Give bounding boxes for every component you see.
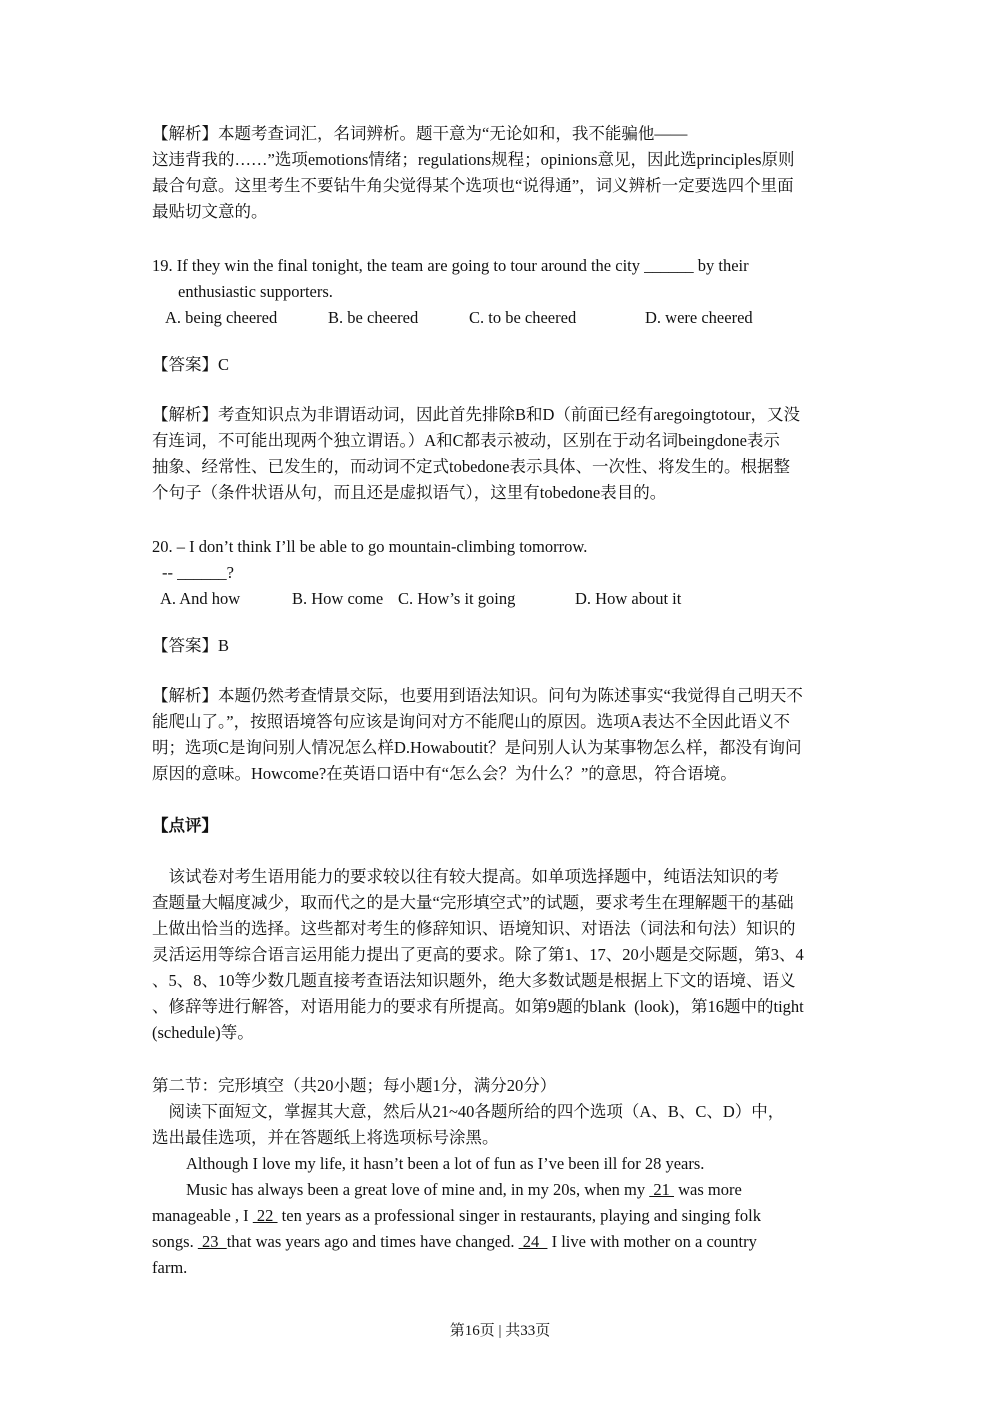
q19-stem-line-1: 19. If they win the final tonight, the team are going to tour around the city ______ by their xyxy=(152,256,749,275)
comment-line-6: 、修辞等进行解答，对语用能力的要求有所提高。如第9题的blank (look)，第16题中的tight xyxy=(152,997,804,1016)
q20-analysis-line-2: 能爬山了。”，按照语境答句应该是询问对方不能爬山的原因。选项A表达不全因此语义不 xyxy=(152,712,790,731)
passage-line-1: Although I love my life, it hasn’t been a lot of fun as I’ve been ill for 28 years. xyxy=(186,1154,705,1173)
passage-line-3 xyxy=(152,1203,761,1229)
q19-option-b: B. be cheered xyxy=(328,308,419,327)
passage-text: ten years as a professional singer in restaurants, playing and singing folk xyxy=(277,1206,761,1225)
comment-line-5: 、5、8、10等少数几题直接考查语法知识题外，绝大多数试题是根据上下文的语境、语义 xyxy=(152,971,796,990)
q18-analysis-line-2: 这违背我的……”选项emotions情绪；regulations规程；opinions意见，因此选principles原则 xyxy=(152,150,795,169)
q19-analysis-line-4: 个句子（条件状语从句，而且还是虚拟语气），这里有tobedone表目的。 xyxy=(152,483,667,502)
passage-text: Music has always been a great love of mine and, in my 20s, when my xyxy=(186,1180,650,1199)
q18-analysis-line-4: 最贴切文意的。 xyxy=(152,202,268,221)
passage-text: that was years ago and times have changed. xyxy=(226,1232,519,1251)
q20-answer: 【答案】B xyxy=(152,636,230,655)
blank-23: 23 xyxy=(197,1232,227,1251)
q20-analysis-line-1: 【解析】本题仍然考查情景交际，也要用到语法知识。问句为陈述事实“我觉得自己明天不 xyxy=(152,686,803,705)
blank-22: 22 xyxy=(252,1206,278,1225)
comment-title: 【点评】 xyxy=(152,816,218,835)
q19-analysis-line-2: 有连词，不可能出现两个独立谓语。）A和C都表示被动，区别在于动名词beingdone表示 xyxy=(152,431,780,450)
q19-analysis-line-1: 【解析】考查知识点为非谓语动词，因此首先排除B和D（前面已经有aregoingtotour，又没 xyxy=(152,405,801,424)
comment-line-4: 灵活运用等综合语言运用能力提出了更高的要求。除了第1、17、20小题是交际题，第3、4 xyxy=(152,945,804,964)
passage-line-5: farm. xyxy=(152,1258,188,1277)
q18-analysis-line-3: 最合句意。这里考生不要钻牛角尖觉得某个选项也“说得通”，词义辨析一定要选四个里面 xyxy=(152,176,794,195)
q19-stem-line-2: enthusiastic supporters. xyxy=(178,282,333,301)
passage-text: manageable , I xyxy=(152,1206,253,1225)
q18-analysis-line-1: 【解析】本题考查词汇，名词辨析。题干意为“无论如和，我不能骗他—— xyxy=(152,124,688,143)
comment-line-2: 查题量大幅度减少，取而代之的是大量“完形填空式”的试题，要求考生在理解题干的基础 xyxy=(152,893,794,912)
q20-option-c: C. How’s it going xyxy=(398,589,516,608)
q20-analysis-line-3: 明；选项C是询问别人情况怎么样D.Howaboutit？是问别人认为某事物怎么样，都没有询问 xyxy=(152,738,802,757)
blank-21: 21 xyxy=(649,1180,675,1199)
comment-line-1: 该试卷对考生语用能力的要求较以往有较大提高。如单项选择题中，纯语法知识的考 xyxy=(152,867,779,886)
blank-24: 24 xyxy=(518,1232,548,1251)
section2-instruction-line-1: 阅读下面短文，掌握其大意，然后从21~40各题所给的四个选项（A、B、C、D）中， xyxy=(152,1102,785,1121)
comment-line-7: (schedule)等。 xyxy=(152,1023,254,1042)
passage-line-4 xyxy=(152,1229,757,1255)
passage-text: songs. xyxy=(152,1232,198,1251)
passage-line-2 xyxy=(186,1177,742,1203)
q19-option-a: A. being cheered xyxy=(165,308,278,327)
q19-option-d: D. were cheered xyxy=(645,308,753,327)
section2-instruction-line-2: 选出最佳选项，并在答题纸上将选项标号涂黑。 xyxy=(152,1128,499,1147)
q19-analysis-line-3: 抽象、经常性、已发生的，而动词不定式tobedone表示具体、一次性、将发生的。根据整 xyxy=(152,457,790,476)
q20-stem-line-2: -- ______? xyxy=(162,563,234,582)
q19-option-c: C. to be cheered xyxy=(469,308,577,327)
page-footer: 第16页 | 共33页 xyxy=(449,1323,551,1339)
q20-analysis-line-4: 原因的意味。Howcome?在英语口语中有“怎么会？为什么？”的意思，符合语境。 xyxy=(152,764,737,783)
q20-option-b: B. How come xyxy=(292,589,384,608)
q19-answer: 【答案】C xyxy=(152,355,230,374)
passage-text: was more xyxy=(674,1180,742,1199)
section2-heading: 第二节：完形填空（共20小题；每小题1分，满分20分） xyxy=(152,1076,557,1095)
q20-option-d: D. How about it xyxy=(575,589,682,608)
passage-text: I live with mother on a country xyxy=(547,1232,757,1251)
q20-stem-line-1: 20. – I don’t think I’ll be able to go mountain-climbing tomorrow. xyxy=(152,537,588,556)
comment-line-3: 上做出恰当的选择。这些都对考生的修辞知识、语境知识、对语法（词法和句法）知识的 xyxy=(152,919,796,938)
q20-option-a: A. And how xyxy=(160,589,241,608)
